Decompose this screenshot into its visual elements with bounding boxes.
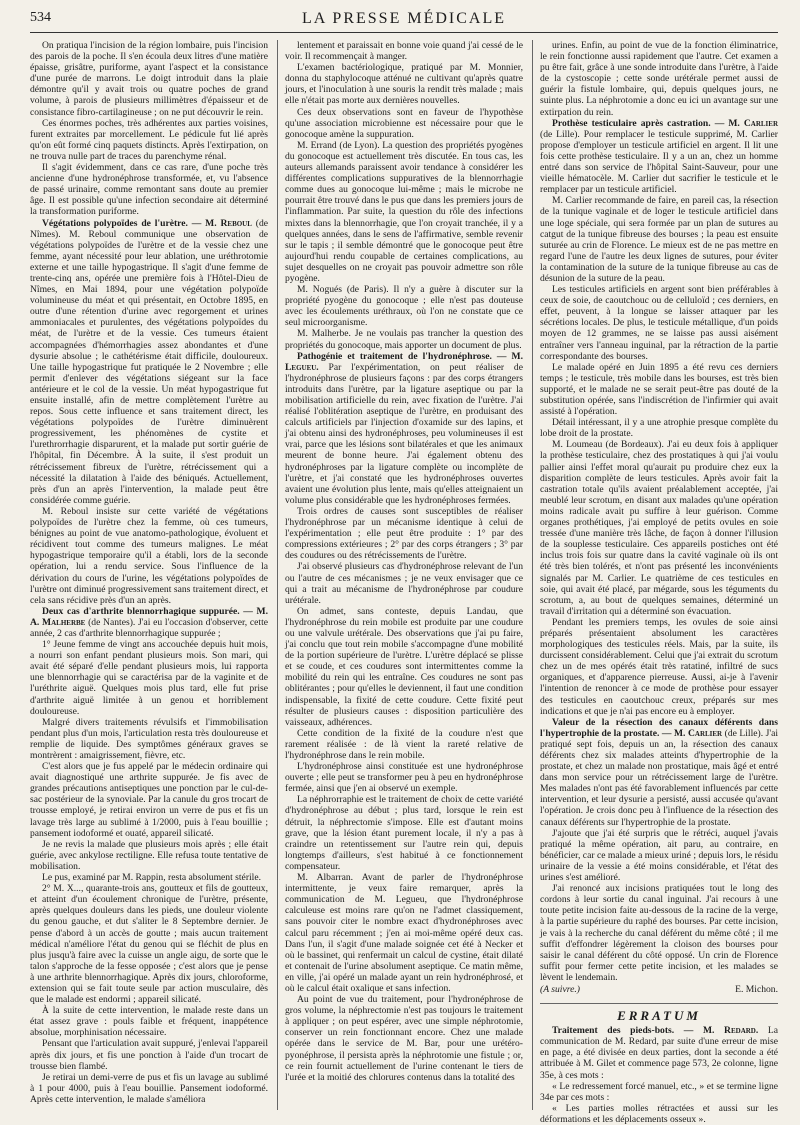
erratum-heading: ERRATUM	[540, 1003, 778, 1021]
section-author: — M. Legueu.	[285, 350, 523, 373]
paragraph: Le malade opéré en Juin 1895 a été revu ces derniers temps ; le testicule, très mobile dans les bourses, est très bien supporté, et le malade ne se serait peut-être pas douté de la substitution opérée, sans l'indiscrétion de l'infirmier qui avait assisté à l'opération.	[540, 361, 778, 418]
paragraph: Cette condition de la fixité de la coudure n'est que rarement réalisée : de là vient la rareté relative de l'hydronéphrose dans le rein mobile.	[285, 727, 523, 761]
section-author: — M. Carlier	[661, 727, 723, 739]
to-be-continued: (A suivre.)	[540, 983, 580, 995]
section-title: Végétations polypoïdes de l'urètre.	[42, 217, 188, 229]
paragraph: M. Loumeau (de Bordeaux). J'ai eu deux fois à appliquer la prothèse testiculaire, chez des prostatiques à qui j'ai voulu pallier ainsi l'effet moral qu'aurait pu produire chez eux la disparition complète de leurs testicules. Après avoir fait la castration totale qu'ils avaient préalablement acceptée, j'ai meublé leur scrotum, en disant aux malades qu'une opération moins radicale avait pu suffire à leur guérison. Comme organes prothétiques, j'ai employé de petits ovules en soie tressée d'une manière très lâche, de façon à donner l'illusion de la souplesse testiculaire. Ces appareils postiches ont été inclus trois fois sur quatre dans la cavité vaginale où ils ont été très bien tolérés, et n'ont pas présenté les inconvénients signalés par M. Carlier. Le quatrième de ces testicules en soie, qui avait été placé, par mégarde, sous les téguments du scrotum, a, au bout de quelques semaines, déterminé un travail d'irritation qui a déterminé son évacuation.	[540, 439, 778, 617]
paragraph: lentement et paraissait en bonne voie quand j'ai cessé de le voir. Il recommençait à manger.	[285, 40, 523, 63]
paragraph: Malgré divers traitements révulsifs et l'immobilisation pendant plus d'un mois, l'articulation resta très douloureuse et remplie de liquide. Des symptômes généraux graves se montrèrent : amaigrissement, fièvre, etc.	[30, 716, 268, 761]
paragraph: 2° M. X..., quarante-trois ans, goutteux et fils de goutteux, et atteint d'un écoulement chronique de l'urètre, présente, après quelques douleurs dans les pieds, une douleur violente du genou gauche, et dut s'aliter le 8 Septembre dernier. Je pense d'abord à un accès de goutte ; mais aucun traitement médical n'améliore l'état du genou qui se fléchit de plus en plus jusqu'à faire avec la cuisse un angle aigu, de sorte que le talon s'approche de la fesse opposée ; c'est alors que je pense à une arthrite blennorrhagique. Après dix jours, chloroforme, extension qui se fait toute seule par action musculaire, dès que le malade est endormi ; appareil silicaté.	[30, 883, 268, 1006]
paragraph: Au point de vue du traitement, pour l'hydronéphrose de gros volume, la néphrectomie n'est pas toujours le traitement à appliquer ; on peut espérer, avec une simple néphrotomie, conserver un rein fonctionnant encore. Chez une malade opérée dans le service de M. Bar, pour une urétéro-pyonéphrose, il persista après la néphrotomie une fistule ; or, ce rein fournit actuellement de l'urine contenant le tiers de l'urée et la moitié des chlorures contenus dans la totalité des	[285, 994, 523, 1083]
paragraph: La néphrorraphie est le traitement de choix de cette variété d'hydronéphrose au début ; plus tard, lorsque le rein est détruit, la néphrectomie s'impose. Elle est d'autant moins grave, que la lésion étant purement locale, il n'y a pas à craindre un retentissement sur l'autre rein qui, depuis longtemps d'ailleurs, s'est habitué à ce fonctionnement compensateur.	[285, 794, 523, 872]
column-2	[285, 40, 523, 1110]
paragraph: On admet, sans conteste, depuis Landau, que l'hydronéphrose du rein mobile est produite par une coudure ou une valvule urétérale. Des observations que j'ai pu faire, j'ai conclu que tout rein mobile s'accompagne d'une mobilité de la portion supérieure de l'urètre. L'urètre déplacé se plisse et se coude, et ces coudures sont intermittentes comme la mobilité du rein qui les entraîne. Ces coudures ne sont pas oblitérantes ; pour qu'elles le deviennent, il faut une condition indispensable, la fixité de cette coudure. Cette fixité peut résulter de plusieurs causes : disposition particulière des vaisseaux, adhérences.	[285, 605, 523, 728]
paragraph: Pensant que l'articulation avait suppuré, j'enlevai l'appareil après dix jours, et fis une ponction à l'aide d'un trocart de trousse bien flambé.	[30, 1038, 268, 1072]
section-paragraph	[285, 351, 523, 506]
paragraph: J'ajoute que j'ai été surpris que le rétréci, auquel j'avais pratiqué la même opération, ait paru, au contraire, en bénéficier, car ce malade a mieux uriné ; depuis lors, le résidu urinaire de la vessie a été moins considérable, et l'état des urines s'est amélioré.	[540, 827, 778, 884]
section-paragraph	[540, 717, 778, 828]
section-paragraph	[540, 1025, 778, 1080]
paragraph: J'ai observé plusieurs cas d'hydronéphrose relevant de l'un ou l'autre de ces mécanismes ; je ne veux envisager que ce qui a trait au mécanisme de l'hydronéphrose par coudure urétérale.	[285, 561, 523, 606]
paragraph: Ces deux observations sont en faveur de l'hypothèse qu'une association microbienne est nécessaire pour que le gonocoque amène la suppuration.	[285, 106, 523, 140]
column-3	[540, 40, 779, 1125]
paragraph: Détail intéressant, il y a une atrophie presque complète du lobe droit de la prostate.	[540, 417, 778, 440]
section-body: (de Nîmes). M. Reboul communique une observation de végétations polypoïdes de l'urètre et de la vessie chez une femme, ayant nécessité pour leur ablation, une uréthrotomie externe et une taille hypogastrique. Il s'agit d'une femme de trente-cinq ans, opérée une première fois à l'Hôtel-Dieu de Nîmes, en Mai 1894, pour une végétation polypoïde volumineuse du méat et qui présentait, en Octobre 1895, en outre d'une rétention d'urine avec regorgement et urines ammoniacales et purulentes, des végétations polypoïdes du méat, de l'urètre et de la vessie. Ces tumeurs étaient accompagnées d'hémorrhagies assez abondantes et d'une dysurie absolue ; le cathétérisme était difficile, douloureux. Une taille hypogastrique fut pratiquée le 2 Novembre ; elle permit d'enlever des végétations siégeant sur la face antérieure et le col de la vessie. Un méat hypogastrique fut ensuite installé, afin de mettre complètement l'urètre au repos. Sous cette influence et sans traitement direct, les végétations polypoïdes de l'urètre diminuèrent progressivement, les phénomènes de cystite et l'urethrorrhagie disparurent, et la malade put sortir guérie de l'hôpital, fin Décembre. À la suite, il s'est produit un rétrécissement fibreux de l'urètre, rétrécissement qui a nécessité la dilatation à l'aide des béniqués. Actuellement, près d'un an après l'intervention, la malade peut être considérée comme guérie.	[30, 217, 268, 506]
paragraph: Les testicules artificiels en argent sont bien préférables à ceux de soie, de caoutchouc ou de celluloïd ; ces derniers, en effet, peuvent, à la longue se laisser attaquer par les sécrétions locales. De plus, le testicule métallique, d'un poids moyen de 12 grammes, ne se laisse pas aussi aisément entraîner vers l'anneau inguinal, par la rétraction de la partie correspondante des bourses.	[540, 284, 778, 362]
section-paragraph	[30, 606, 268, 639]
paragraph: M. Reboul insiste sur cette variété de végétations polypoïdes de l'urètre chez la femme, où ces tumeurs, bénignes au point de vue anatomo-pathologique, évoluent et récidivent tout comme des tumeurs malignes. Le méat hypogastrique temporaire qu'il a établi, lors de la seconde opération, lui a rendu service. Sous l'influence de la dérivation du cours de l'urine, les végétations polypoïdes de l'urètre ont diminué progressivement sans traitement direct, et cela sans récidive près d'un an après.	[30, 505, 268, 606]
journal-title: LA PRESSE MÉDICALE	[301, 10, 506, 27]
section-title: Pathogénie et traitement de l'hydronéphrose.	[297, 350, 492, 362]
column-divider	[532, 40, 533, 1110]
section-body: (de Lille). J'ai pratiqué sept fois, depuis un an, la résection des canaux déférents chez six malades atteints d'hypertrophie de la prostate, et chez un malade non prostatique, mais âgé et entré dans mon service pour un rétrécissement large de l'urètre. Mes malades n'ont pas été favorablement influencés par cette intervention, et leur dysurie a persisté, aussi accusée qu'avant l'opération. Je crois donc peu à l'influence de la résection des canaux déférents sur l'hypertrophie de la prostate.	[540, 727, 779, 828]
paragraph: Ces énormes poches, très adhérentes aux parties voisines, furent extraites par morcellement. Le pédicule fut lié après qu'on eût formé cinq paquets distincts. Après l'extirpation, on ne trouva nulle part de traces du parenchyme rénal.	[30, 117, 268, 162]
paragraph: Le pus, examiné par M. Rappin, resta absolument stérile.	[42, 872, 261, 884]
section-body: Par l'expérimentation, on peut réaliser de l'hydronéphrose de plusieurs façons : par des corps étrangers introduits dans l'urètre, par la ligature aseptique ou par la mobilisation artificielle du rein, avec fixation de l'urètre. J'ai réalisé l'oblitération aseptique de l'urètre, en produisant des calculs artificiels par l'injection d'oxamide sur des lapins, et j'ai obtenu ainsi des hydronéphroses, peu volumineuses il est vrai, parce que les lésions sont bilatérales et que les animaux meurent de bonne heure. J'ai également obtenu des hydronéphroses par la ligature complète ou incomplète de l'urètre, et j'ai constaté que les hydronéphroses ouvertes avaient une évolution plus lente, mais qu'elles atteignaient un volume plus considérable que les hydronéphroses fermées.	[285, 361, 523, 506]
paragraph: « Les parties molles rétractées et aussi sur les déformations et les déplacements osseux ».	[540, 1102, 778, 1125]
paragraph: M. Nogués (de Paris). Il n'y a guère à discuter sur la propriété pyogène du gonocoque ; elle n'est pas douteuse avec les écoulements uréthraux, où l'on ne constate que ce seul microorganisme.	[285, 284, 523, 329]
paragraph: L'examen bactériologique, pratiqué par M. Monnier, donna du staphylocoque atténué ne cultivant qu'après quatre jours, et l'inoculation à une souris la rendit très malade ; mais elle n'était pas morte aux dernières nouvelles.	[285, 62, 523, 107]
paragraph: M. Albarran. Avant de parler de l'hydronéphrose intermittente, je veux faire remarquer, après la communication de M. Legueu, que l'hydronéphrose calculeuse est moins rare qu'on ne l'admet classiquement, sans pouvoir citer le nombre exact d'hydronéphroses avec calcul paru récemment ; j'en ai moi-même opéré deux cas. Dans l'un, il s'agit d'une malade soignée cet été à Necker et où le bassinet, qui renfermait un calcul de cystine, était dilaté et contenait de l'urine absolument aseptique. Ce matin même, en ville, j'ai opéré un malade ayant un rein hydronéphrosé, et où le calcul était oxalique et sans infection.	[285, 872, 523, 994]
paragraph: Il s'agit évidemment, dans ce cas rare, d'une poche très ancienne d'une hydronéphrose transformée, et, vu l'absence de passé urinaire, comme remontant sans doute au premier âge. Il est possible qu'une infection secondaire ait déterminé la transformation puriforme.	[30, 162, 268, 218]
paragraph: Je ne revis la malade que plusieurs mois après ; elle était guérie, avec ankylose rectiligne. Elle refusa toute tentative de mobilisation.	[30, 838, 268, 872]
paragraph: On pratiqua l'incision de la région lombaire, puis l'incision des parois de la poche. Il s'en écoula deux litres d'une matière épaisse, grisâtre, puriforme, ayant l'aspect et la consistance d'une purée de marrons. Le doigt introduit dans la plaie démontre qu'il y avait trois ou quatre poches de grand volume, à parois de plusieurs millimètres d'épaisseur et de consistance fibro-cartilagineuse ; on ne put découvrir le rein.	[30, 40, 268, 118]
page-number: 534	[30, 10, 51, 25]
section-paragraph	[30, 218, 268, 506]
section-title: Prothèse testiculaire après castration.	[552, 117, 711, 129]
paragraph: Trois ordres de causes sont susceptibles de réaliser l'hydronéphrose par un mécanisme identique à celui de l'expérimentation ; elle peut être produite : 1° par des compressions extérieures ; 2° par des corps étrangers ; 3° par des coudures ou des rétrécissements de l'urètre.	[285, 505, 523, 562]
column-divider	[277, 40, 278, 1110]
column-1	[30, 40, 268, 1110]
section-title: Deux cas d'arthrite blennorrhagique suppurée.	[42, 605, 240, 617]
paragraph: Je retirai un demi-verre de pus et fis un lavage au sublimé à 1 pour 4000, puis à l'eau bouillie. Pansement iodoformé. Après cette intervention, le malade s'améliora	[30, 1071, 268, 1105]
page-header	[30, 10, 778, 33]
paragraph: J'ai renoncé aux incisions pratiquées tout le long des cordons à leur sortie du canal inguinal. J'ai recours à une toute petite incision faite au-dessous de la racine de la verge, à la partie supérieure du raphé des bourses. Par cette incision, je vais à la recherche du canal déférent du même côté ; il me suffit d'effondrer légèrement la cloison des bourses pour saisir le canal déférent du côté opposé. Un crin de Florence suffit pour fermer cette petite incision, et les malades se lèvent le lendemain.	[540, 883, 778, 983]
section-body: La communication de M. Redard, par suite d'une erreur de mise en page, a été divisée en deux parties, dont la seconde a été attribuée à M. Gilet et commence page 573, 2e colonne, ligne 35e, à ces mots :	[540, 1025, 778, 1081]
signature-name: E. Michon.	[735, 983, 778, 995]
section-author: — M. Carlier	[714, 117, 779, 129]
article-signature	[540, 984, 778, 995]
section-body: (de Lille). Pour remplacer le testicule supprimé, M. Carlier propose d'employer un testicule artificiel en argent. Il lit une fois cette prothèse testiculaire. Il y a un an, chez un homme entré dans son service de l'hôpital Saint-Sauveur, pour une vieille hématocèle. M. Carlier dut sacrifier le testicule et le remplacer par un testicule artificiel.	[540, 128, 778, 196]
section-title: Valeur de la résection des canaux déférents dans l'hypertrophie de la prostate.	[540, 716, 778, 739]
section-author: — M. Redard.	[683, 1025, 759, 1037]
paragraph: Pendant les premiers temps, les ovules de soie ainsi préparés présentaient absolument les caractères morphologiques des testicules réels. Mais, par la suite, ils durcissent considérablement. Celui que j'ai extrait du scrotum chez un de mes opérés était très ratatiné, infiltré de sucs organiques, et d'apparence pierreuse. Aussi, ai-je à l'avenir l'intention de renoncer à ce mode de prothèse pour essayer des testicules en caoutchouc creux, préparés sur mes indications et que je n'ai pas encore eu à employer.	[540, 616, 778, 717]
section-author: — M. A. Malherbe	[30, 605, 268, 628]
paragraph: « Le redressement forcé manuel, etc., » et se termine ligne 34e par ces mots :	[540, 1080, 778, 1103]
section-title: Traitement des pieds-bots.	[552, 1025, 675, 1037]
paragraph: 1° Jeune femme de vingt ans accouchée depuis huit mois, a nourri son enfant pendant plusieurs mois. Son mari, qui avait été séparé d'elle pendant plusieurs mois, lui rapporta une blennorrhagie qui se caractérisa par de la vaginite et de l'uréthrite aiguë. Quelques mois plus tard, elle fut prise d'arthrite aiguë limitée à un genou et horriblement douloureuse.	[30, 639, 268, 717]
paragraph: L'hydronéphrose ainsi constituée est une hydronéphrose ouverte ; elle peut se transformer peu à peu en hydronéphrose fermée, ainsi que j'en ai observé un exemple.	[285, 761, 523, 795]
paragraph: urines. Enfin, au point de vue de la fonction éliminatrice, le rein fonctionne aussi rapidement que l'autre. Cet examen a pu être fait, grâce à une sonde introduite dans l'urètre, à l'aide de la cystoscopie ; cette sonde urétérale permet aussi de guérir la fistule lombaire, qui, depuis quelques jours, ne suinte plus. La néphrotomie a donc eu ici un avantage sur une extirpation du rein.	[540, 40, 778, 118]
paragraph: À la suite de cette intervention, le malade reste dans un état assez grave : pouls faible et fréquent, inappétence absolue, morphinisation nécessaire.	[30, 1005, 268, 1039]
article-columns	[30, 40, 779, 1125]
section-body: (de Nantes). J'ai eu l'occasion d'observer, cette année, 2 cas d'arthrite blennorrhagique suppurée ;	[30, 616, 268, 639]
paragraph: M. Carlier recommande de faire, en pareil cas, la résection de la tunique vaginale et de loger le testicule artificiel dans une loge spéciale, qui sera formée par un plan de sutures au catgut de la tunique fibreuse des bourses ; la peau est ensuite suturée au crin de Florence. Le mieux est de ne pas mettre en regard l'une de l'autre les deux lignes de sutures, pour éviter la contamination de la suture de la tunique fibreuse au cas de désunion de la suture de la peau.	[540, 195, 778, 284]
paragraph: M. Errand (de Lyon). La question des propriétés pyogènes du gonocoque est actuellement très discutée. En tous cas, les auteurs allemands paraissent avoir tendance à considérer les différentes complications suppuratives de la blennorrhagie comme dues au gonocoque lui-même ; mais le microbe ne pourrait être trouvé dans le pus que dans les premiers jours de l'inflammation. Par suite, la question du rôle des infections mixtes dans la blennorrhagie, que l'on croyait tranchée, il y a quelques années, dans le sens de l'affirmative, semble revenir sur le tapis ; il semble démontré que le gonocoque peut être aujourd'hui rendu coupable de certaines complications, au sujet desquelles on ne croyait pas pouvoir admettre son rôle pyogène.	[285, 139, 523, 284]
section-paragraph	[540, 118, 778, 196]
paragraph: C'est alors que je fus appelé par le médecin ordinaire qui avait diagnostiqué une arthrite suppurée. Je fis avec de grandes précautions antiseptiques une ponction par le cul-de-sac postérieur de la synoviale. Par la canule du gros trocart de trousse employé, je retirai environ un verre de pus et fis un lavage très large au sublimé à 1/2000, puis à l'eau bouillie ; pansement iodoformé et ouaté, appareil silicaté.	[30, 761, 268, 839]
paragraph: M. Malherbe. Je ne voulais pas trancher la question des propriétés du gonocoque, mais apporter un document de plus.	[285, 328, 523, 351]
section-author: — M. Reboul	[191, 217, 252, 229]
